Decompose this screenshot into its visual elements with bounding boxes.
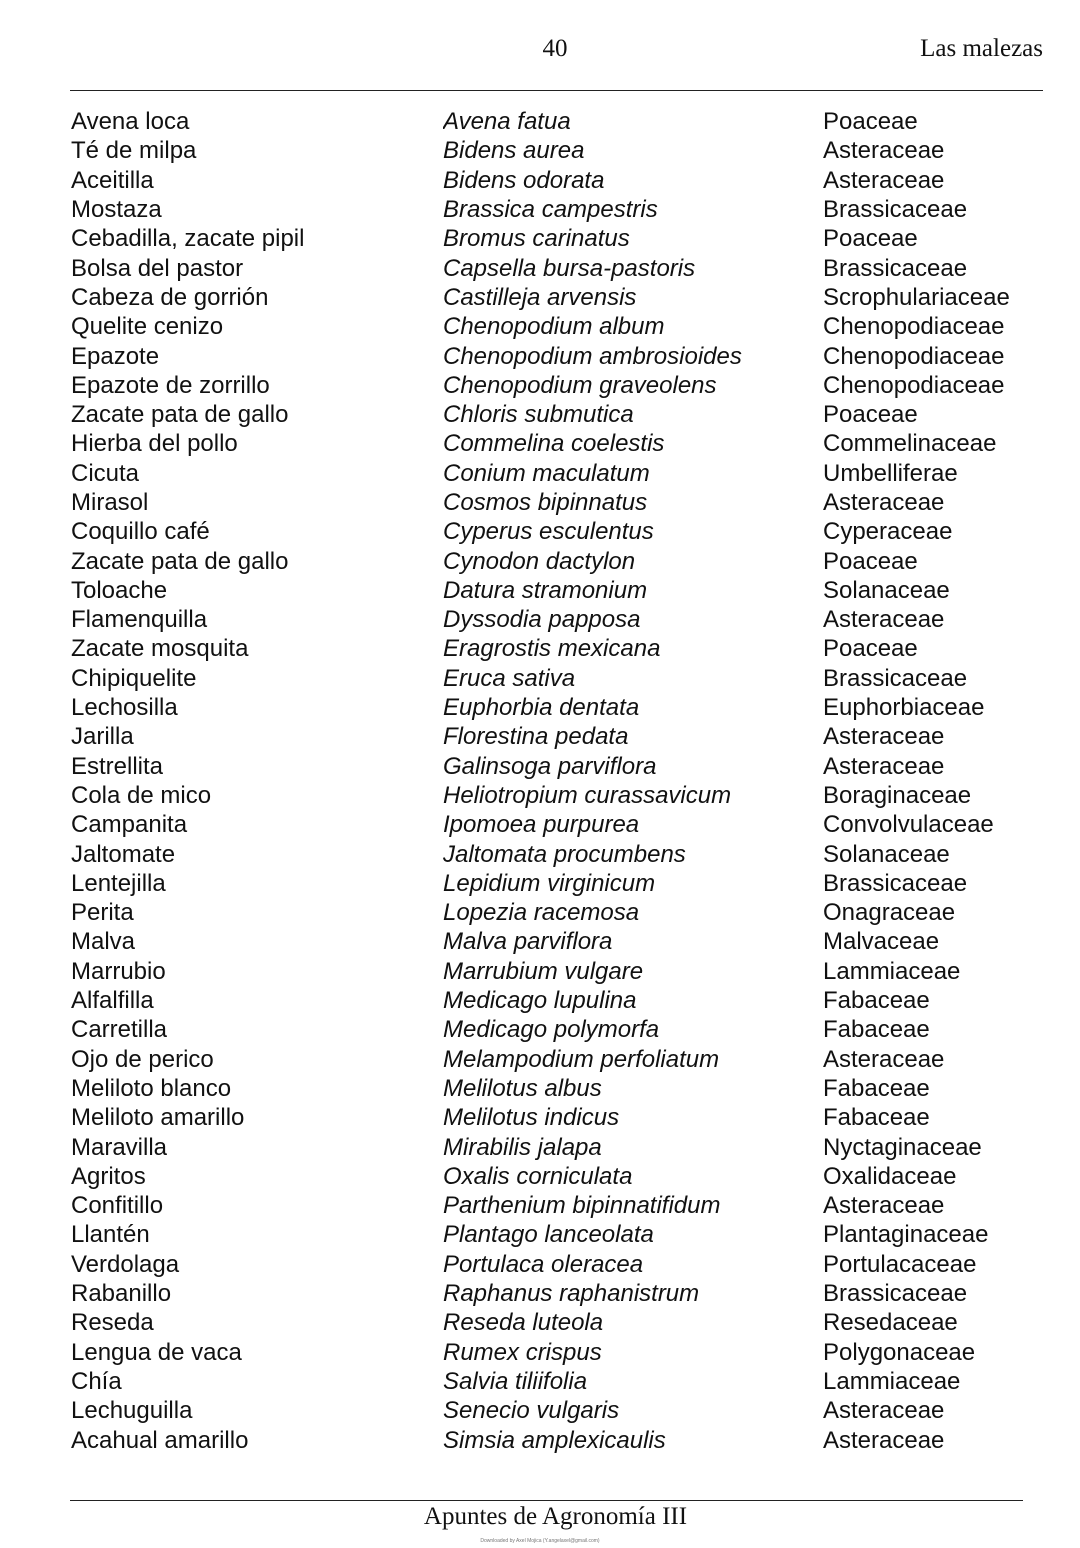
table-row [71,488,1043,517]
family-cell: Asteraceae [823,1426,945,1454]
table-row [71,1015,1043,1044]
family-cell: Solanaceae [823,840,950,868]
scientific-name-cell: Cynodon dactylon [443,547,636,575]
common-name-cell: Chía [71,1367,122,1395]
family-cell: Lammiaceae [823,957,961,985]
common-name-cell: Flamenquilla [71,606,208,634]
family-cell: Polygonaceae [823,1338,976,1366]
family-cell: Fabaceae [823,1016,930,1044]
table-row [71,1337,1043,1366]
header-divider [70,90,1043,91]
running-footer-title: Apuntes de Agronomía III [423,1503,688,1530]
common-name-cell: Hierba del pollo [71,430,238,458]
footer-divider [70,1500,1023,1501]
family-cell: Resedaceae [823,1309,958,1337]
table-row [71,898,1043,927]
common-name-cell: Alfalfilla [71,987,154,1015]
table-row [71,1367,1043,1396]
common-name-cell: Lechosilla [71,694,178,722]
common-name-cell: Cicuta [71,459,140,487]
common-name-cell: Cebadilla, zacate pipil [71,225,305,253]
table-row [71,195,1043,224]
download-note: Downloaded by Axel Mojica (Y.angelaxel@gmail.com) [480,1538,600,1544]
scientific-name-cell: Bidens aurea [443,137,585,165]
scientific-name-cell: Portulaca oleracea [443,1250,644,1278]
table-row [71,459,1043,488]
table-row [71,1308,1043,1337]
scientific-name-cell: Raphanus raphanistrum [443,1280,700,1308]
common-name-cell: Cola de mico [71,781,212,809]
table-row [71,224,1043,253]
scientific-name-cell: Lopezia racemosa [443,899,640,927]
table-row [71,1045,1043,1074]
scientific-name-cell: Bromus carinatus [443,225,630,253]
scientific-name-cell: Parthenium bipinnatifidum [443,1192,721,1220]
scientific-name-cell: Galinsoga parviflora [443,752,657,780]
table-row [71,1220,1043,1249]
family-cell: Poaceae [823,225,918,253]
common-name-cell: Perita [71,899,134,927]
scientific-name-cell: Lepidium virginicum [443,869,656,897]
table-row [71,693,1043,722]
family-cell: Nyctaginaceae [823,1133,982,1161]
scientific-name-cell: Heliotropium curassavicum [443,781,732,809]
scientific-name-cell: Malva parviflora [443,928,613,956]
family-cell: Brassicaceae [823,664,968,692]
scientific-name-cell: Datura stramonium [443,576,648,604]
family-cell: Convolvulaceae [823,811,994,839]
common-name-cell: Rabanillo [71,1280,172,1308]
common-name-cell: Estrellita [71,752,164,780]
family-cell: Scrophulariaceae [823,283,1010,311]
scientific-name-cell: Reseda luteola [443,1309,604,1337]
table-row [71,1074,1043,1103]
scientific-name-cell: Eruca sativa [443,664,576,692]
scientific-name-cell: Chenopodium graveolens [443,371,717,399]
scientific-name-cell: Commelina coelestis [443,430,665,458]
common-name-cell: Bolsa del pastor [71,254,244,282]
family-cell: Oxalidaceae [823,1162,957,1190]
common-name-cell: Lengua de vaca [71,1338,242,1366]
family-cell: Chenopodiaceae [823,342,1005,370]
scientific-name-cell: Ipomoea purpurea [443,811,640,839]
table-row [71,107,1043,136]
common-name-cell: Mirasol [71,489,149,516]
common-name-cell: Epazote [71,342,160,370]
table-row [71,136,1043,165]
common-name-cell: Coquillo café [71,518,210,546]
scientific-name-cell: Mirabilis jalapa [443,1133,602,1161]
table-row [71,253,1043,282]
family-cell: Asteraceae [823,137,945,165]
family-cell: Poaceae [823,401,918,429]
common-name-cell: Meliloto blanco [71,1074,232,1102]
family-cell: Asteraceae [823,723,945,751]
scientific-name-cell: Avena fatua [443,108,571,136]
table-row [71,1191,1043,1220]
table-row [71,722,1043,751]
scientific-name-cell: Jaltomata procumbens [443,840,686,868]
table-row [71,1396,1043,1425]
table-row [71,839,1043,868]
table-row [71,1250,1043,1279]
table-row [71,1132,1043,1161]
scientific-name-cell: Dyssodia papposa [443,606,641,634]
family-cell: Asteraceae [823,489,945,516]
family-cell: Onagraceae [823,899,956,927]
table-row [71,664,1043,693]
family-cell: Poaceae [823,108,918,136]
common-name-cell: Zacate pata de gallo [71,547,289,575]
table-row [71,400,1043,429]
scientific-name-cell: Capsella bursa-pastoris [443,254,696,282]
table-row [71,634,1043,663]
scientific-name-cell: Oxalis corniculata [443,1162,633,1190]
table-row [71,986,1043,1015]
common-name-cell: Malva [71,928,136,956]
family-cell: Poaceae [823,547,918,575]
family-cell: Brassicaceae [823,869,968,897]
scientific-name-cell: Melilotus albus [443,1074,602,1102]
common-name-cell: Reseda [71,1309,154,1337]
scientific-name-cell: Conium maculatum [443,459,650,487]
common-name-cell: Zacate mosquita [71,635,249,663]
common-name-cell: Acahual amarillo [71,1426,249,1454]
common-name-cell: Carretilla [71,1016,168,1044]
weed-species-table [71,107,1043,1455]
scientific-name-cell: Florestina pedata [443,723,629,751]
table-row [71,781,1043,810]
page-number: 40 [542,35,568,62]
family-cell: Solanaceae [823,576,950,604]
family-cell: Chenopodiaceae [823,371,1005,399]
common-name-cell: Avena loca [71,108,190,136]
common-name-cell: Epazote de zorrillo [71,371,270,399]
family-cell: Asteraceae [823,1045,945,1073]
running-header-title: Las malezas [920,35,1043,62]
family-cell: Asteraceae [823,166,945,194]
family-cell: Brassicaceae [823,1280,968,1308]
common-name-cell: Jarilla [71,723,134,751]
table-row [71,957,1043,986]
common-name-cell: Meliloto amarillo [71,1104,245,1132]
table-row [71,283,1043,312]
scientific-name-cell: Euphorbia dentata [443,694,640,722]
family-cell: Commelinaceae [823,430,997,458]
family-cell: Brassicaceae [823,196,968,224]
table-row [71,752,1043,781]
family-cell: Asteraceae [823,606,945,634]
table-row [71,576,1043,605]
scientific-name-cell: Brassica campestris [443,196,658,224]
family-cell: Asteraceae [823,1192,945,1220]
table-row [71,1103,1043,1132]
table-row [71,546,1043,575]
scientific-name-cell: Medicago lupulina [443,987,637,1015]
common-name-cell: Lentejilla [71,869,166,897]
table-row [71,869,1043,898]
scientific-name-cell: Eragrostis mexicana [443,635,661,663]
scientific-name-cell: Cosmos bipinnatus [443,489,648,516]
common-name-cell: Té de milpa [71,137,197,165]
common-name-cell: Chipiquelite [71,664,197,692]
scientific-name-cell: Medicago polymorfa [443,1016,660,1044]
scientific-name-cell: Marrubium vulgare [443,957,644,985]
common-name-cell: Aceitilla [71,166,154,194]
family-cell: Umbelliferae [823,459,958,487]
scientific-name-cell: Chloris submutica [443,401,634,429]
common-name-cell: Verdolaga [71,1250,180,1278]
family-cell: Poaceae [823,635,918,663]
common-name-cell: Marrubio [71,957,166,985]
table-row [71,517,1043,546]
table-row [71,166,1043,195]
table-row [71,1162,1043,1191]
scientific-name-cell: Senecio vulgaris [443,1397,620,1425]
common-name-cell: Jaltomate [71,840,176,868]
family-cell: Boraginaceae [823,781,972,809]
table-row [71,312,1043,341]
common-name-cell: Maravilla [71,1133,168,1161]
common-name-cell: Quelite cenizo [71,313,224,341]
common-name-cell: Confitillo [71,1192,164,1220]
table-row [71,605,1043,634]
scientific-name-cell: Simsia amplexicaulis [443,1426,666,1454]
scientific-name-cell: Cyperus esculentus [443,518,654,546]
scientific-name-cell: Plantago lanceolata [443,1221,654,1249]
common-name-cell: Agritos [71,1162,146,1190]
table-row [71,371,1043,400]
common-name-cell: Lechuguilla [71,1397,193,1425]
common-name-cell: Campanita [71,811,188,839]
family-cell: Euphorbiaceae [823,694,985,722]
scientific-name-cell: Salvia tiliifolia [443,1367,588,1395]
family-cell: Cyperaceae [823,518,953,546]
common-name-cell: Llantén [71,1221,150,1249]
scientific-name-cell: Chenopodium album [443,313,665,341]
table-row [71,927,1043,956]
family-cell: Fabaceae [823,1074,930,1102]
scientific-name-cell: Chenopodium ambrosioides [443,342,742,370]
common-name-cell: Cabeza de gorrión [71,283,269,311]
common-name-cell: Zacate pata de gallo [71,401,289,429]
scientific-name-cell: Castilleja arvensis [443,283,637,311]
family-cell: Malvaceae [823,928,940,956]
family-cell: Asteraceae [823,752,945,780]
table-row [71,1425,1043,1454]
common-name-cell: Toloache [71,576,168,604]
table-row [71,810,1043,839]
table-row [71,429,1043,458]
family-cell: Plantaginaceae [823,1221,989,1249]
table-row [71,1279,1043,1308]
family-cell: Portulacaceae [823,1250,977,1278]
family-cell: Fabaceae [823,987,930,1015]
table-row [71,341,1043,370]
family-cell: Chenopodiaceae [823,313,1005,341]
scientific-name-cell: Rumex crispus [443,1338,602,1366]
scientific-name-cell: Bidens odorata [443,166,605,194]
family-cell: Asteraceae [823,1397,945,1425]
scientific-name-cell: Melilotus indicus [443,1104,620,1132]
scientific-name-cell: Melampodium perfoliatum [443,1045,720,1073]
family-cell: Fabaceae [823,1104,930,1132]
family-cell: Brassicaceae [823,254,968,282]
family-cell: Lammiaceae [823,1367,961,1395]
common-name-cell: Ojo de perico [71,1045,214,1073]
common-name-cell: Mostaza [71,196,162,224]
